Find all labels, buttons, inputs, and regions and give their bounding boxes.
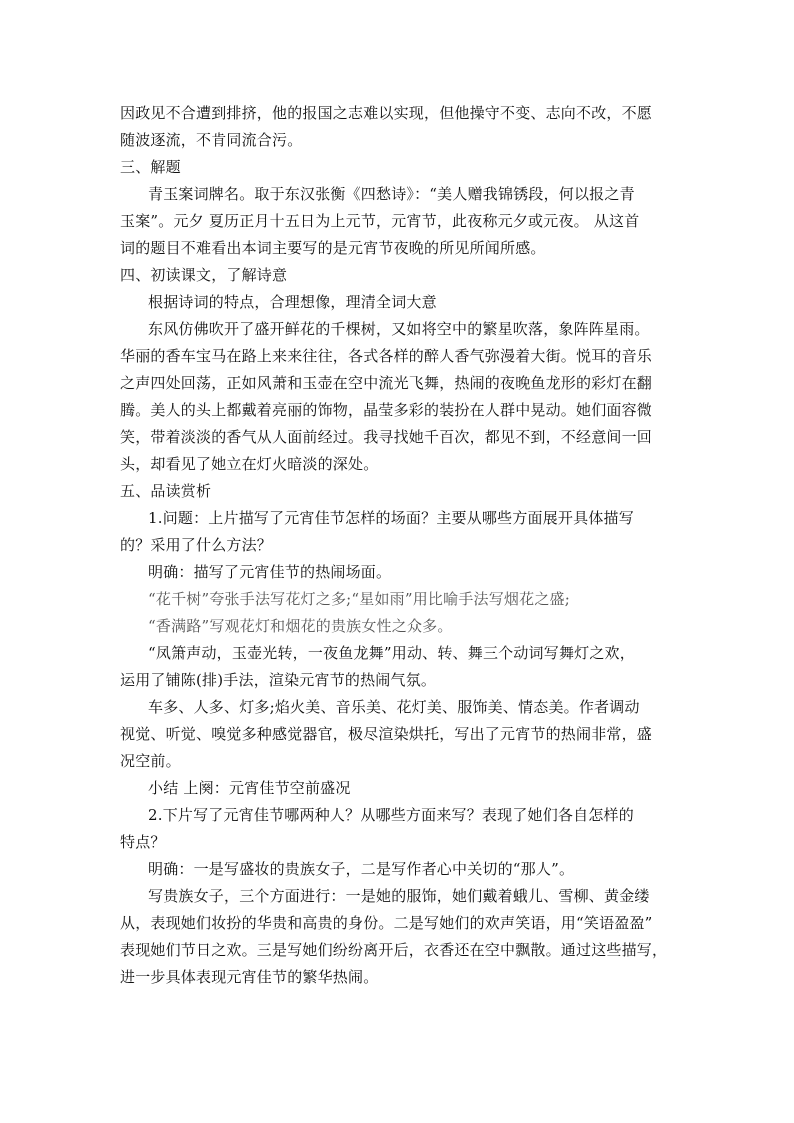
text-line: 表现她们节日之欢。三是写她们纷纷离开后，衣香还在空中飘散。通过这些描写， (120, 941, 668, 959)
text-line: 东风仿佛吹开了盛开鲜花的千棵树，又如将空中的繁星吹落，象阵阵星雨。 (148, 320, 650, 338)
text-line: 运用了铺陈(排)手法，渲染元宵节的热闹气氛。 (120, 671, 437, 689)
answer-line: “花千树”夸张手法写花灯之多;“星如雨”用比喻手法写烟花之盛; (148, 590, 570, 608)
text-line: 视觉、听觉、嗅觉多种感觉器官，极尽渲染烘托，写出了元宵节的热闹非常，盛 (120, 725, 653, 743)
summary-line: 小结 上阕：元宵佳节空前盛况 (148, 779, 351, 797)
question-line: 2.下片写了元宵佳节哪两种人？从哪些方面来写？表现了她们各自怎样的 (148, 806, 634, 824)
text-line: 玉案”。元夕 夏历正月十五日为上元节，元宵节，此夜称元夕或元夜。 从这首 (120, 212, 640, 230)
answer-line: 明确：描写了元宵佳节的热闹场面。 (148, 563, 392, 581)
text-line: “凤箫声动，玉壶光转，一夜鱼龙舞”用动、转、舞三个动词写舞灯之欢， (148, 644, 635, 662)
section-heading: 四、初读课文，了解诗意 (120, 266, 288, 284)
text-line: 头，却看见了她立在灯火暗淡的深处。 (120, 455, 379, 473)
text-line: 之声四处回荡，正如风萧和玉壶在空中流光飞舞，热闹的夜晚鱼龙形的彩灯在翻 (120, 374, 653, 392)
text-line: 因政见不合遭到排挤，他的报国之志难以实现，但他操守不变、志向不改，不愿 (120, 104, 653, 122)
section-heading: 三、解题 (120, 158, 181, 176)
text-line: 随波逐流，不肯同流合污。 (120, 131, 303, 149)
text-line: 写贵族女子，三个方面进行：一是她的服饰，她们戴着蛾儿、雪柳、黄金缕 (148, 887, 650, 905)
text-line: 青玉案词牌名。取于东汉张衡《四愁诗》：“美人赠我锦锈段，何以报之青 (148, 185, 635, 203)
text-line: 进一步具体表现元宵佳节的繁华热闹。 (120, 968, 379, 986)
text-line: 车多、人多、灯多;焰火美、音乐美、花灯美、服饰美、情态美。作者调动 (148, 698, 640, 716)
answer-line: “香满路”写观花灯和烟花的贵族女性之众多。 (148, 617, 453, 635)
text-line: 华丽的香车宝马在路上来来往往，各式各样的醉人香气弥漫着大街。悦耳的音乐 (120, 347, 653, 365)
text-line: 腾。美人的头上都戴着亮丽的饰物，晶莹多彩的装扮在人群中晃动。她们面容微 (120, 401, 653, 419)
question-line: 特点？ (120, 833, 166, 851)
text-line: 笑，带着淡淡的香气从人面前经过。我寻找她千百次，都见不到，不经意间一回 (120, 428, 653, 446)
text-line: 词的题目不难看出本词主要写的是元宵节夜晚的所见所闻所感。 (120, 239, 546, 257)
text-line: 况空前。 (120, 752, 181, 770)
answer-line: 明确：一是写盛妆的贵族女子，二是写作者心中关切的“那人”。 (148, 860, 575, 878)
section-heading: 五、品读赏析 (120, 482, 212, 500)
question-line: 1.问题：上片描写了元宵佳节怎样的场面？主要从哪些方面展开具体描写 (148, 509, 634, 527)
question-line: 的？采用了什么方法？ (120, 536, 273, 554)
text-line: 从，表现她们妆扮的华贵和高贵的身份。二是写她们的欢声笑语，用“笑语盈盈” (120, 914, 653, 932)
text-line: 根据诗词的特点，合理想像，理清全词大意 (148, 293, 437, 311)
